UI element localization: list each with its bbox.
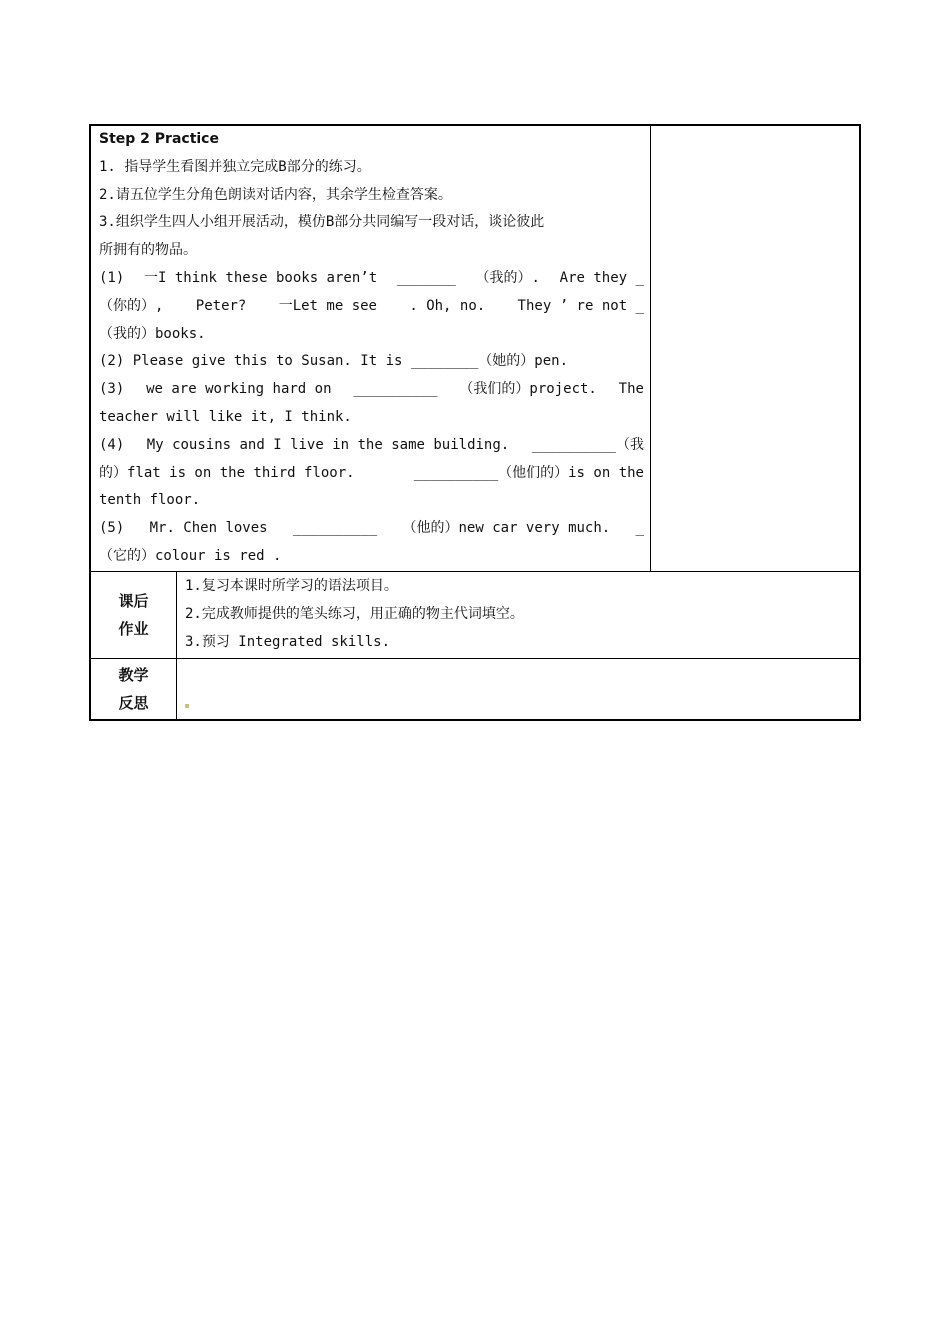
question-5-line-1 [99, 515, 644, 543]
q3-text-2: The [618, 381, 644, 398]
homework-item-2: 2.完成教师提供的笔头练习，用正确的物主代词填空。 [185, 605, 524, 622]
q1-hint-2: （你的）, [99, 297, 164, 314]
q1-text-6: They ’ re not _ [517, 297, 644, 314]
q1-text-5: . Oh, no. [409, 297, 486, 314]
reflection-mark [185, 704, 189, 708]
homework-label [91, 572, 177, 658]
lesson-table [89, 124, 861, 721]
q5-number: (5) [99, 520, 125, 537]
q1-text-3: Peter? [195, 297, 247, 314]
question-3-line-2: teacher will like it, I think. [99, 408, 352, 425]
homework-item-1: 1.复习本课时所学习的语法项目。 [185, 577, 398, 594]
practice-step-1: 1. 指导学生看图并独立完成B部分的练习。 [99, 158, 371, 175]
reflection-label [91, 659, 177, 719]
q1-number: (1) [99, 269, 125, 286]
question-4-line-3: tenth floor. [99, 492, 201, 509]
q4-text-2: 的）flat is on the third floor. [99, 464, 355, 481]
q3-hint: （我们的）project. [459, 381, 597, 398]
q4-number: (4) [99, 436, 125, 453]
q4-text: My cousins and I live in the same building. [146, 436, 510, 453]
reflection-label-line-2: 反思 [118, 693, 149, 712]
q4-text-3: __________（他们的）is on the [413, 464, 644, 481]
question-1-line-1 [99, 265, 644, 293]
q5-hint: （他的）new car very much. [402, 520, 611, 537]
reflection-content [177, 659, 859, 719]
q3-blank: __________ [353, 381, 438, 398]
practice-cell [91, 126, 651, 571]
question-1-line-3: （我的）books. [99, 325, 206, 342]
question-1-line-2 [99, 293, 644, 321]
q1-text-2: Are they _ [559, 269, 644, 286]
q1-text: 一I think these books aren’t [143, 269, 378, 286]
homework-content [177, 572, 859, 658]
q3-number: (3) [99, 381, 125, 398]
q1-hint: （我的）. [475, 269, 540, 286]
q1-text-4: 一Let me see [278, 297, 377, 314]
homework-label-line-2: 作业 [118, 619, 149, 638]
practice-step-2: 2.请五位学生分角色朗读对话内容，其余学生检查答案。 [99, 186, 452, 203]
practice-step-3: 3.组织学生四人小组开展活动，模仿B部分共同编写一段对话，谈论彼此 [99, 214, 545, 231]
q4-blank: __________（我 [531, 436, 644, 453]
question-4-line-2 [99, 460, 644, 488]
practice-step-3-cont: 所拥有的物品。 [99, 242, 197, 259]
practice-row [91, 126, 859, 572]
q5-text: Mr. Chen loves [149, 520, 268, 537]
reflection-row [91, 659, 859, 719]
homework-row [91, 572, 859, 659]
notes-cell [651, 126, 859, 571]
question-5-line-2: （它的）colour is red . [99, 547, 282, 564]
q3-text: we are working hard on [146, 381, 332, 398]
question-4-line-1 [99, 432, 644, 460]
reflection-label-line-1: 教学 [118, 665, 149, 684]
q1-blank: _______ [396, 269, 456, 286]
q5-blank: __________ [292, 520, 378, 537]
homework-item-3: 3.预习 Integrated skills. [185, 633, 391, 650]
q5-blank-2: _ [635, 520, 644, 537]
question-2: (2) Please give this to Susan. It is ________（她的）pen. [99, 353, 569, 370]
practice-heading: Step 2 Practice [99, 131, 219, 147]
question-3-line-1 [99, 376, 644, 404]
homework-label-line-1: 课后 [118, 591, 149, 610]
